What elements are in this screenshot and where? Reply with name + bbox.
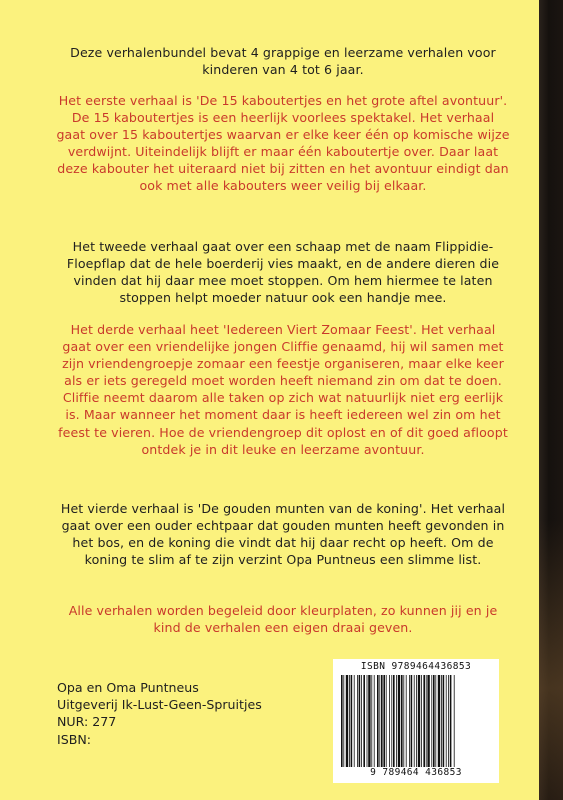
story-one-paragraph xyxy=(56,92,510,195)
story-two-paragraph xyxy=(56,238,510,306)
story-four-paragraph xyxy=(56,500,510,568)
nur-line: NUR: 277 xyxy=(57,714,117,730)
story-one-text: Het eerste verhaal is 'De 15 kaboutertjes en het grote aftel avontuur'. De 15 kaboutertjes is een heerlijk voorlees spektakel. Het verhaal gaat over 15 kaboutertjes waarvan er elke keer één op komische wijze verdwijnt. Uiteindelijk blijft er maar één kaboutertje over. Daar laat deze kabouter het uiteraard niet bij zitten en het avontuur eindigt dan ook met alle kabouters weer veilig bij elkaar. xyxy=(56,93,510,194)
publisher-line: Uitgeverij Ik-Lust-Geen-Spruitjes xyxy=(57,697,262,713)
barcode-bars xyxy=(341,675,491,767)
story-three-paragraph xyxy=(56,321,510,458)
barcode-isbn-bottom: 9 789464 436853 xyxy=(370,767,462,778)
intro-text: Deze verhalenbundel bevat 4 grappige en leerzame verhalen voor kinderen van 4 tot 6 jaar. xyxy=(70,45,496,78)
author-line: Opa en Oma Puntneus xyxy=(57,680,199,695)
intro-paragraph xyxy=(56,44,510,78)
credits-block xyxy=(57,679,262,748)
barcode-isbn-top: ISBN 9789464436853 xyxy=(360,661,472,672)
story-three-text: Het derde verhaal heet 'Iedereen Viert Zomaar Feest'. Het verhaal gaat over een vriendelijke jongen Cliffie genaamd, hij wil samen met zijn vriendengroepje zomaar een feestje organiseren, maar elke keer als er iets geregeld moet worden heeft niemand zin om dat te doen. Cliffie neemt daarom alle taken op zich wat natuurlijk niet erg eerlijk is. Maar wanneer het moment daar is heeft iedereen wel zin om het feest te vieren. Hoe de vriendengroep dit oplost en of dit goed afloopt ontdek je in dit leuke en leerzame avontuur. xyxy=(58,322,508,457)
story-two-text: Het tweede verhaal gaat over een schaap met de naam Flippidie-Floepflap dat de hele boerderij vies maakt, en de andere dieren die vinden dat hij daar mee moet stoppen. Om hem hiermee te laten stoppen helpt moeder natuur ook een handje mee. xyxy=(66,239,500,306)
story-four-text: Het vierde verhaal is 'De gouden munten van de koning'. Het verhaal gaat over een ouder echtpaar dat gouden munten heeft gevonden in het bos, en de koning die vindt dat hij daar recht op heeft. Om de koning te slim af te zijn verzint Opa Puntneus een slimme list. xyxy=(60,501,506,568)
isbn-line: ISBN: xyxy=(57,731,92,747)
spine-shading xyxy=(539,520,563,800)
outro-text: Alle verhalen worden begeleid door kleurplaten, zo kunnen jij en je kind de verhalen een eigen draai geven. xyxy=(68,603,498,636)
barcode xyxy=(333,659,499,783)
outro-paragraph xyxy=(56,602,510,636)
